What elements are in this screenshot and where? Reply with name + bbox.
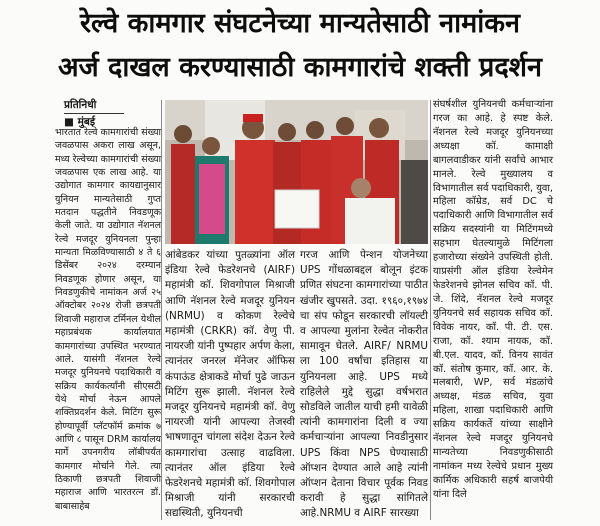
headline-line-2: अर्ज दाखल करण्यासाठी कामगारांचे शक्ती प्रदर्शन — [57, 52, 543, 83]
article-column-2 — [165, 248, 295, 522]
reporter-label: प्रतिनिधी — [64, 99, 97, 111]
column-3-text: गरज आणि पेन्शन योजनेच्या UPS गोंधळाबद्दल बोलून इंटक प्रणित संघटना कामगारांच्या पाठीत खंजीर खुपसते. उदा. १९६०,१९७४ चा संप फोडून सरकारची लॉयल्टी व आपल्या मुलांना रेल्वेत नोकरीत सामावून घेतले. AIRF/ NRMU ला 100 वर्षांचा इतिहास या युनियनला आहे. UPS मध्ये राहिलेले मुद्दे सुद्धा वर्षभरात सोडविले जातील याची हमी यावेळी त्यांनी कामगारांना दिली व ज्या कर्मचाऱ्यांना आपल्या निवडीनुसार UPS किंवा NPS घेण्यासाठी ऑप्शन देण्यात आले आहे त्यांनी ऑप्शन देताना विचार पूर्वक निवड करावी हे सुद्धा सांगितले आहे.NRMU व AIRF सारख्या — [300, 249, 428, 520]
column-divider — [161, 100, 162, 520]
news-photo — [165, 100, 428, 244]
headline-line-1: रेल्वे कामगार संघटनेच्या मान्यतेसाठी नामांकन — [79, 8, 520, 39]
article-column-3 — [300, 248, 428, 522]
place-name: मुंबई — [77, 116, 96, 128]
dateline-place: ■ मुंबई — [64, 116, 96, 128]
byline — [64, 98, 164, 129]
group-photo-icon — [165, 100, 428, 244]
article-column-1 — [55, 126, 161, 513]
article-column-4 — [433, 98, 553, 502]
column-2-text: आंबेडकर यांच्या पुतळ्यांना ऑल इंडिया रेल्वे फेडरेशनचे (AIRF) महामंत्री कॉ. शिवगोपाल मिश्राजी आणि नॅशनल रेल्वे मजदूर युनियन (NRMU) व कोकण रेल्वेचे महामंत्री (CRKR) कॉ. वेणु पी. नायरजी यांनी पुष्पहार अर्पण केला, त्यानंतर जनरल मॅनेजर ऑफिस कंपाऊंड क्षेत्राकडे मोर्चा पुढे जाऊन मिटिंग सुरू झाली. नॅशनल रेल्वे मजदूर युनियनचे महामंत्री कॉ. वेणु नायरजी यांनी आपल्या तेजस्वी भाषणातून चांगला संदेश देऊन रेल्वे कामगारांचा उत्साह वाढविला. त्यानंतर ऑल इंडिया रेल्वे फेडरेशनचे महामंत्री कॉ. शिवगोपाल मिश्राजी यांनी सरकारची सद्यस्थिती, युनियनची — [165, 249, 295, 520]
byline-rule — [64, 113, 124, 114]
column-4-text: संघर्षशील युनियनची कर्मचाऱ्यांना गरज का आहे. हे स्पष्ट केले. नॅशनल रेल्वे मजदूर युनियनच्या अध्यक्षा कॉ. कामाक्षी बागलवाडीकर यांनी सर्वांचे आभार मानले. रेल्वे मुख्यालय व विभागातील सर्व पदाधिकारी, युवा, महिला कॉम्रेड, सर्व DC चे पदाधिकारी आणि विभागातील सर्व सक्रिय सदस्यांनी या मिटिंगमध्ये सहभाग घेतल्यामुळे मिटिंगला हजारोच्या संख्येने उपस्थिती होती. याप्रसंगी ऑल इंडिया रेल्वेमेन फेडरेशनचे झोनल सचिव कॉ. पी. जे. शिंदे, नॅशनल रेल्वे मजदूर युनियनचे सर्व सहायक सचिव कॉ. विवेक नायर, कॉ. पी. टी. एस. राजा, कॉ. श्याम नायक, कॉ. बी.एल. यादव, कॉ. विनय सावंत कॉ. संतोष कुमार, कॉ. आर. के. मलबारी, WP, सर्व मंडळांचे अध्यक्ष, मंडळ सचिव, युवा महिला, शाखा पदाधिकारी आणि सक्रिय कार्यकर्ते यांच्या साक्षीने नॅशनल रेल्वे मजदूर युनियनचे मान्यतेच्या निवडणुकीसाठी नामांकन मध्य रेल्वेचे प्रधान मुख्य कार्मिक अधिकारी सहर्ष बाजपेयी यांना दिले — [433, 99, 554, 500]
column-1-text: भारतात रेल्वे कामगारांची संख्या जवळपास अकरा लाख असून, मध्य रेल्वेच्या कामगारांची संख्या जवळपास एक लाख आहे. या उद्योगात कामगार कायद्यानुसार युनियन मान्यतेसाठी गुप्त मतदान पद्धतीने निवडणूक केली जाते. या उद्योगात नॅशनल रेल्वे मजदूर युनियनला पुन्हा मान्यता मिळविण्यासाठी ४ ते ६ डिसेंबर २०२४ दरम्यान निवडणूक होणार असून, या निवडणुकीचे नामांकन अर्ज २५ ऑक्टोबर २०२४ रोजी छत्रपती शिवाजी महाराज टर्मिनल येथील महाप्रबंधक कार्यालयात कामगारांच्या उपस्थित भरण्यात आले. यासंगी नॅशनल रेल्वे मजदूर युनियनचे पदाधिकारी व सक्रिय कार्यकर्त्यांनी सीएसटी येथे मोर्चा नेऊन आपले शक्तिप्रदर्शन केले. मिटिंग सुरू होण्यापूर्वी प्लॅटफॉर्म क्रमांक ७ आणि ८ पासून DRM कार्यालय मार्गे उपनगरीय लॉबीपर्यंत कामगार मोर्चाने गेले. त्या ठिकाणी छत्रपती शिवाजी महाराज आणि भारतरत्न डॉ. बाबासाहेब — [55, 127, 161, 512]
column-divider — [430, 100, 431, 520]
